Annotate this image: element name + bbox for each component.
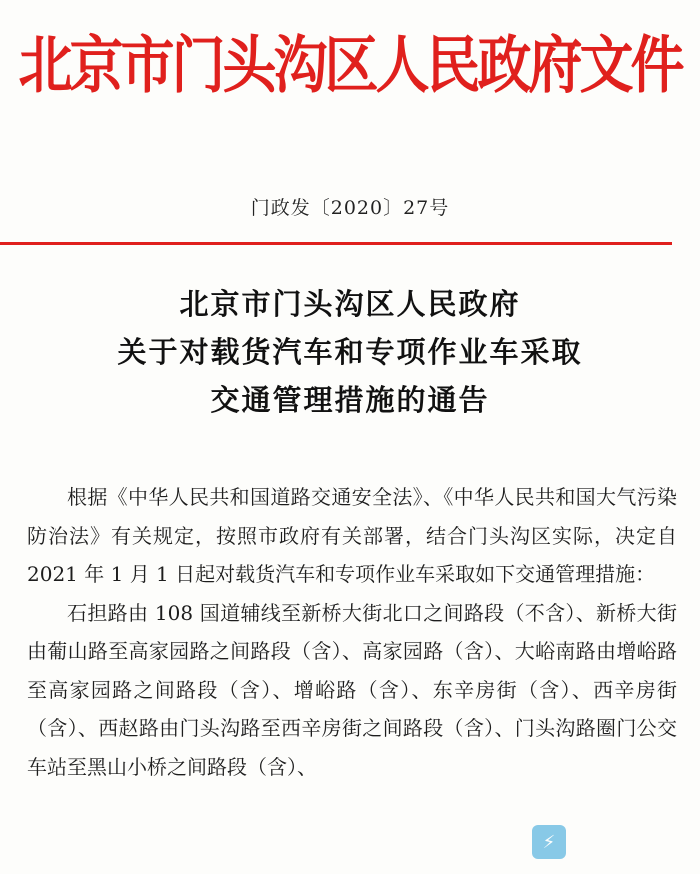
title-line-3: 交通管理措施的通告 bbox=[210, 383, 490, 417]
lightning-logo-icon: ⚡ bbox=[532, 825, 566, 859]
title-line-1: 北京市门头沟区人民政府 bbox=[179, 287, 521, 321]
notice-title bbox=[0, 280, 700, 424]
document-masthead: 北京市门头沟区人民政府文件 bbox=[18, 29, 682, 102]
title-line-2: 关于对载货汽车和专项作业车采取 bbox=[117, 335, 583, 369]
body-paragraph-1: 根据《中华人民共和国道路交通安全法》、《中华人民共和国大气污染防治法》有关规定，按照市政府有关部署，结合门头沟区实际，决定自 2021 年 1 月 1 日起对载货汽车和专项作业车采取如下交通管理措施： bbox=[27, 485, 677, 586]
red-divider-rule bbox=[0, 242, 672, 245]
site-watermark bbox=[532, 820, 692, 864]
document-body bbox=[27, 478, 677, 786]
document-number: 门政发〔2020〕27号 bbox=[250, 197, 450, 219]
body-paragraph-2: 石担路由 108 国道辅线至新桥大街北口之间路段（不含）、新桥大街由葡山路至高家园路之间路段（含）、高家园路（含）、大峪南路由增峪路至高家园路之间路段（含）、增峪路（含）、东辛房街（含）、西辛房街（含）、西赵路由门头沟路至西辛房街之间路段（含）、门头沟路圈门公交车站至黑山小桥之间路段（含）、 bbox=[27, 600, 677, 779]
